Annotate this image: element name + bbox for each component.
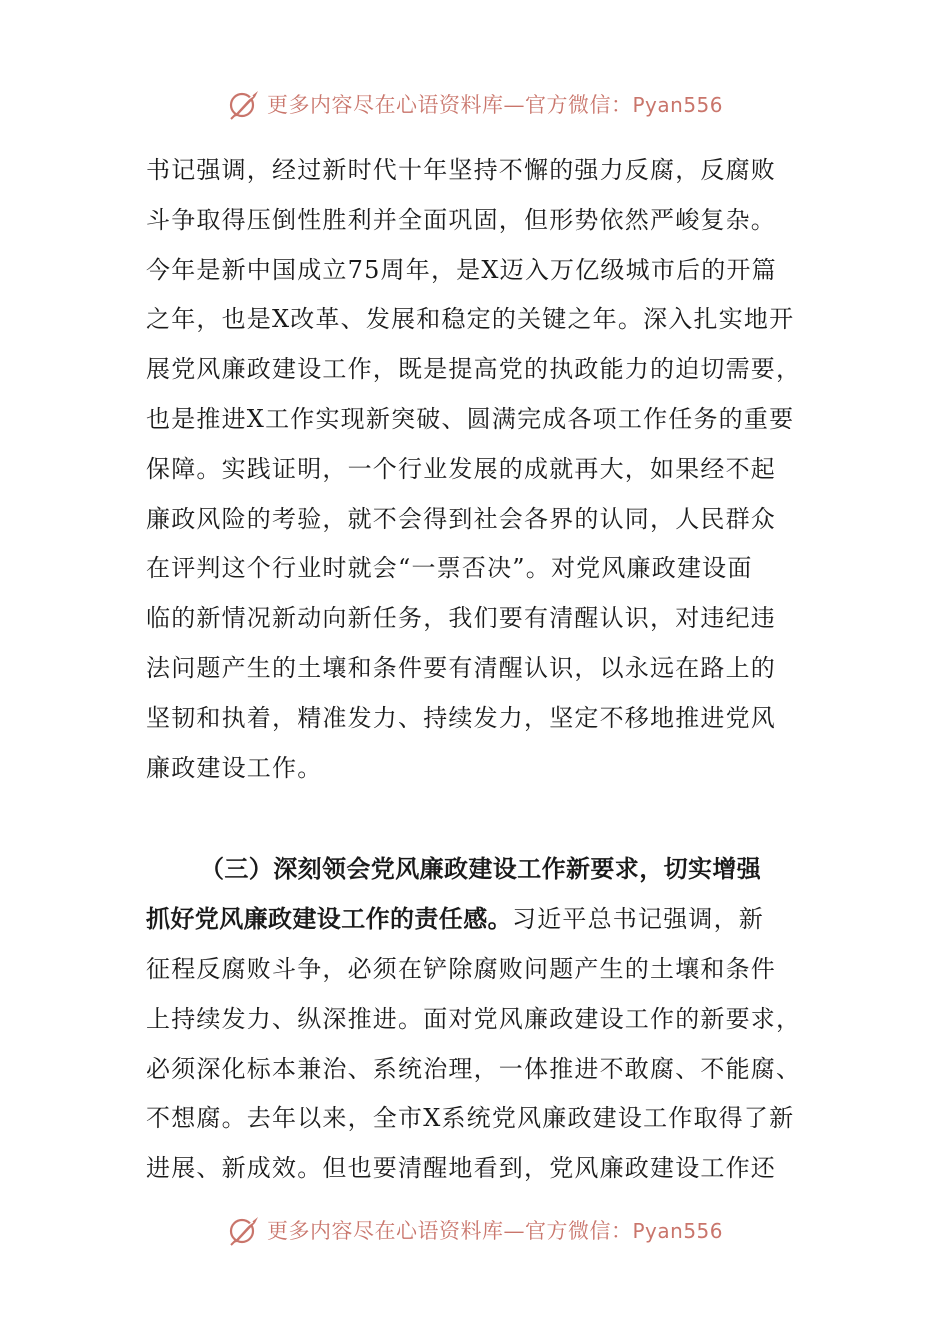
watermark-footer [0, 1210, 950, 1250]
paragraph-spacer [146, 793, 808, 845]
text-line: 法问题产生的土壤和条件要有清醒认识，以永远在路上的 [146, 653, 776, 682]
text-line: 上持续发力、纵深推进。面对党风廉政建设工作的新要求， [146, 1004, 802, 1033]
text-line: 也是推进X工作实现新突破、圆满完成各项工作任务的重要 [146, 404, 795, 433]
text-line: 坚韧和执着，精准发力、持续发力，坚定不移地推进党风 [146, 703, 776, 732]
paragraph-1 [146, 146, 808, 793]
watermark-label: 更多内容尽在心语资料库—官方微信： [266, 93, 633, 117]
quill-pen-logo-icon [227, 87, 261, 121]
text-span: 习近平总书记强调，新 [512, 905, 764, 934]
text-line: 廉政建设工作。 [146, 753, 323, 782]
text-line: 展党风廉政建设工作，既是提高党的执政能力的迫切需要， [146, 355, 802, 384]
text-line: 必须深化标本兼治、系统治理，一体推进不敢腐、不能腐、 [146, 1054, 802, 1083]
text-line: 廉政风险的考验，就不会得到社会各界的认同，人民群众 [146, 504, 776, 533]
text-line: 斗争取得压倒性胜利并全面巩固，但形势依然严峻复杂。 [146, 205, 776, 234]
text-line: 保障。实践证明，一个行业发展的成就再大，如果经不起 [146, 454, 776, 483]
text-line: 临的新情况新动向新任务，我们要有清醒认识，对违纪违 [146, 604, 776, 633]
text-line: 征程反腐败斗争，必须在铲除腐败问题产生的土壤和条件 [146, 954, 776, 983]
watermark-text [267, 1215, 723, 1245]
text-line-mixed [146, 895, 808, 945]
section-heading: （三）深刻领会党风廉政建设工作新要求，切实增强 [200, 855, 762, 884]
section-heading-continued: 抓好党风廉政建设工作的责任感。 [146, 905, 512, 934]
text-line: 之年，也是X改革、发展和稳定的关键之年。深入扎实地开 [146, 305, 795, 334]
text-line: 进展、新成效。但也要清醒地看到，党风廉政建设工作还 [146, 1154, 776, 1183]
watermark-text [267, 89, 723, 119]
text-line: 今年是新中国成立75周年，是X迈入万亿级城市后的开篇 [146, 255, 777, 284]
watermark-label: 更多内容尽在心语资料库—官方微信： [266, 1219, 633, 1243]
watermark-wechat-id: Pyan556 [632, 93, 723, 117]
document-body [146, 146, 808, 1194]
text-line: 不想腐。去年以来，全市X系统党风廉政建设工作取得了新 [146, 1104, 795, 1133]
quill-pen-logo-icon [227, 1213, 261, 1247]
paragraph-2 [146, 845, 808, 1194]
watermark-wechat-id: Pyan556 [632, 1219, 723, 1243]
text-line: 书记强调，经过新时代十年坚持不懈的强力反腐，反腐败 [146, 156, 776, 184]
watermark-header [0, 84, 950, 124]
text-line: 在评判这个行业时就会“一票否决”。对党风廉政建设面 [146, 554, 753, 583]
